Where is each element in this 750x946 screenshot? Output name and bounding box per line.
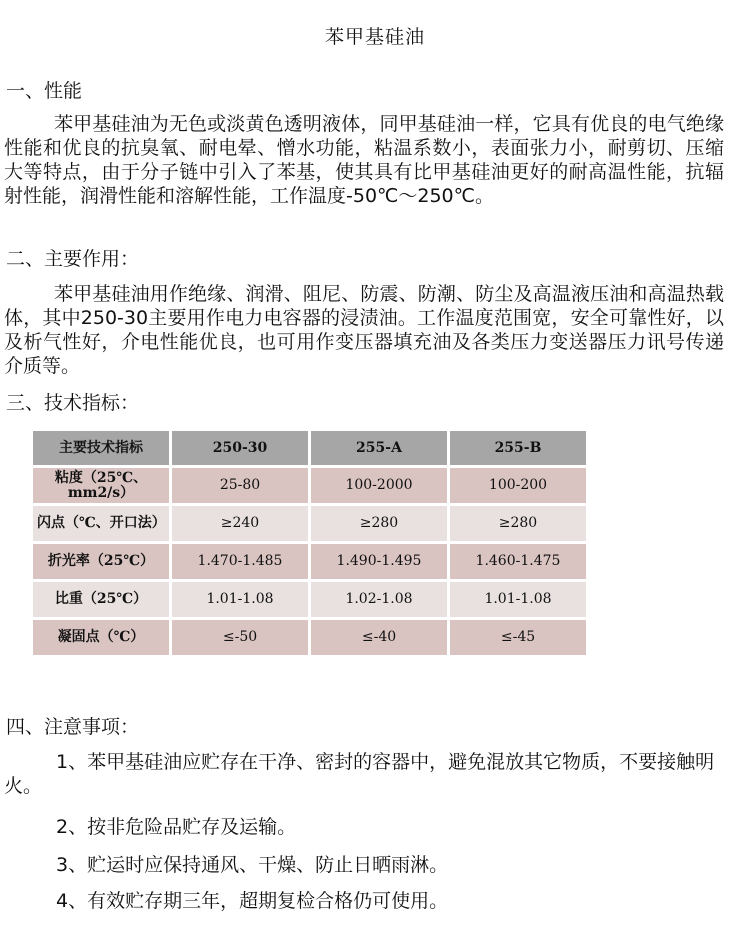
section-heading-performance: 一、性能 [6,80,83,102]
spec-table [30,428,589,658]
note-item-1: 1、苯甲基硅油应贮存在干净、密封的容器中，避免混放其它物质，不要接触明火。 [4,751,715,797]
note-item-3: 3、贮运时应保持通风、干燥、防止日晒雨淋。 [56,854,449,876]
table-cell: 1.02-1.08 [311,582,447,617]
page-title: 苯甲基硅油 [324,26,425,48]
table-row [33,582,586,617]
table-cell: 100-2000 [311,468,447,503]
table-cell: ≥240 [172,506,308,541]
table-cell: 25-80 [172,468,308,503]
row-label-freezing-point: 凝固点（℃） [33,620,169,655]
table-cell: 1.01-1.08 [450,582,586,617]
note-item-4: 4、有效贮存期三年，超期复检合格仍可使用。 [56,890,449,912]
performance-paragraph: 苯甲基硅油为无色或淡黄色透明液体，同甲基硅油一样，它具有优良的电气绝缘性能和优良的抗臭氧、耐电晕、憎水功能，粘温系数小，表面张力小，耐剪切、压缩大等特点，由于分子链中引入了苯基，使其具有比甲基硅油更好的耐高温性能，抗辐射性能，润滑性能和溶解性能，工作温度-50℃～250℃。 [4,113,724,207]
table-row [33,620,586,655]
section-heading-notes: 四、注意事项： [6,716,140,738]
row-label-refractive-index: 折光率（25℃） [33,544,169,579]
spec-table-header-row [33,431,586,465]
table-cell: 100-200 [450,468,586,503]
note-item-2: 2、按非危险品贮存及运输。 [56,816,297,838]
section-heading-usage: 二、主要作用： [6,248,140,270]
table-cell: ≤-45 [450,620,586,655]
table-cell: ≤-50 [172,620,308,655]
table-cell: ≥280 [311,506,447,541]
spec-header-250-30: 250-30 [172,431,308,465]
spec-header-indicator: 主要技术指标 [33,431,169,465]
usage-paragraph: 苯甲基硅油用作绝缘、润滑、阻尼、防震、防潮、防尘及高温液压油和高温热载体，其中250-30主要用作电力电容器的浸渍油。工作温度范围宽，安全可靠性好，以及析气性好，介电性能优良，也可用作变压器填充油及各类压力变送器压力讯号传递介质等。 [4,283,724,377]
table-cell: 1.460-1.475 [450,544,586,579]
table-row [33,544,586,579]
table-cell: 1.490-1.495 [311,544,447,579]
table-cell: 1.01-1.08 [172,582,308,617]
table-row [33,506,586,541]
spec-header-255-a: 255-A [311,431,447,465]
table-cell: ≥280 [450,506,586,541]
row-label-viscosity: 粘度（25℃、mm2/s） [33,468,169,503]
table-cell: ≤-40 [311,620,447,655]
row-label-specific-gravity: 比重（25℃） [33,582,169,617]
section-heading-specs: 三、技术指标： [6,392,140,414]
table-cell: 1.470-1.485 [172,544,308,579]
row-label-flash-point: 闪点（℃、开口法） [33,506,169,541]
spec-header-255-b: 255-B [450,431,586,465]
table-row [33,468,586,503]
